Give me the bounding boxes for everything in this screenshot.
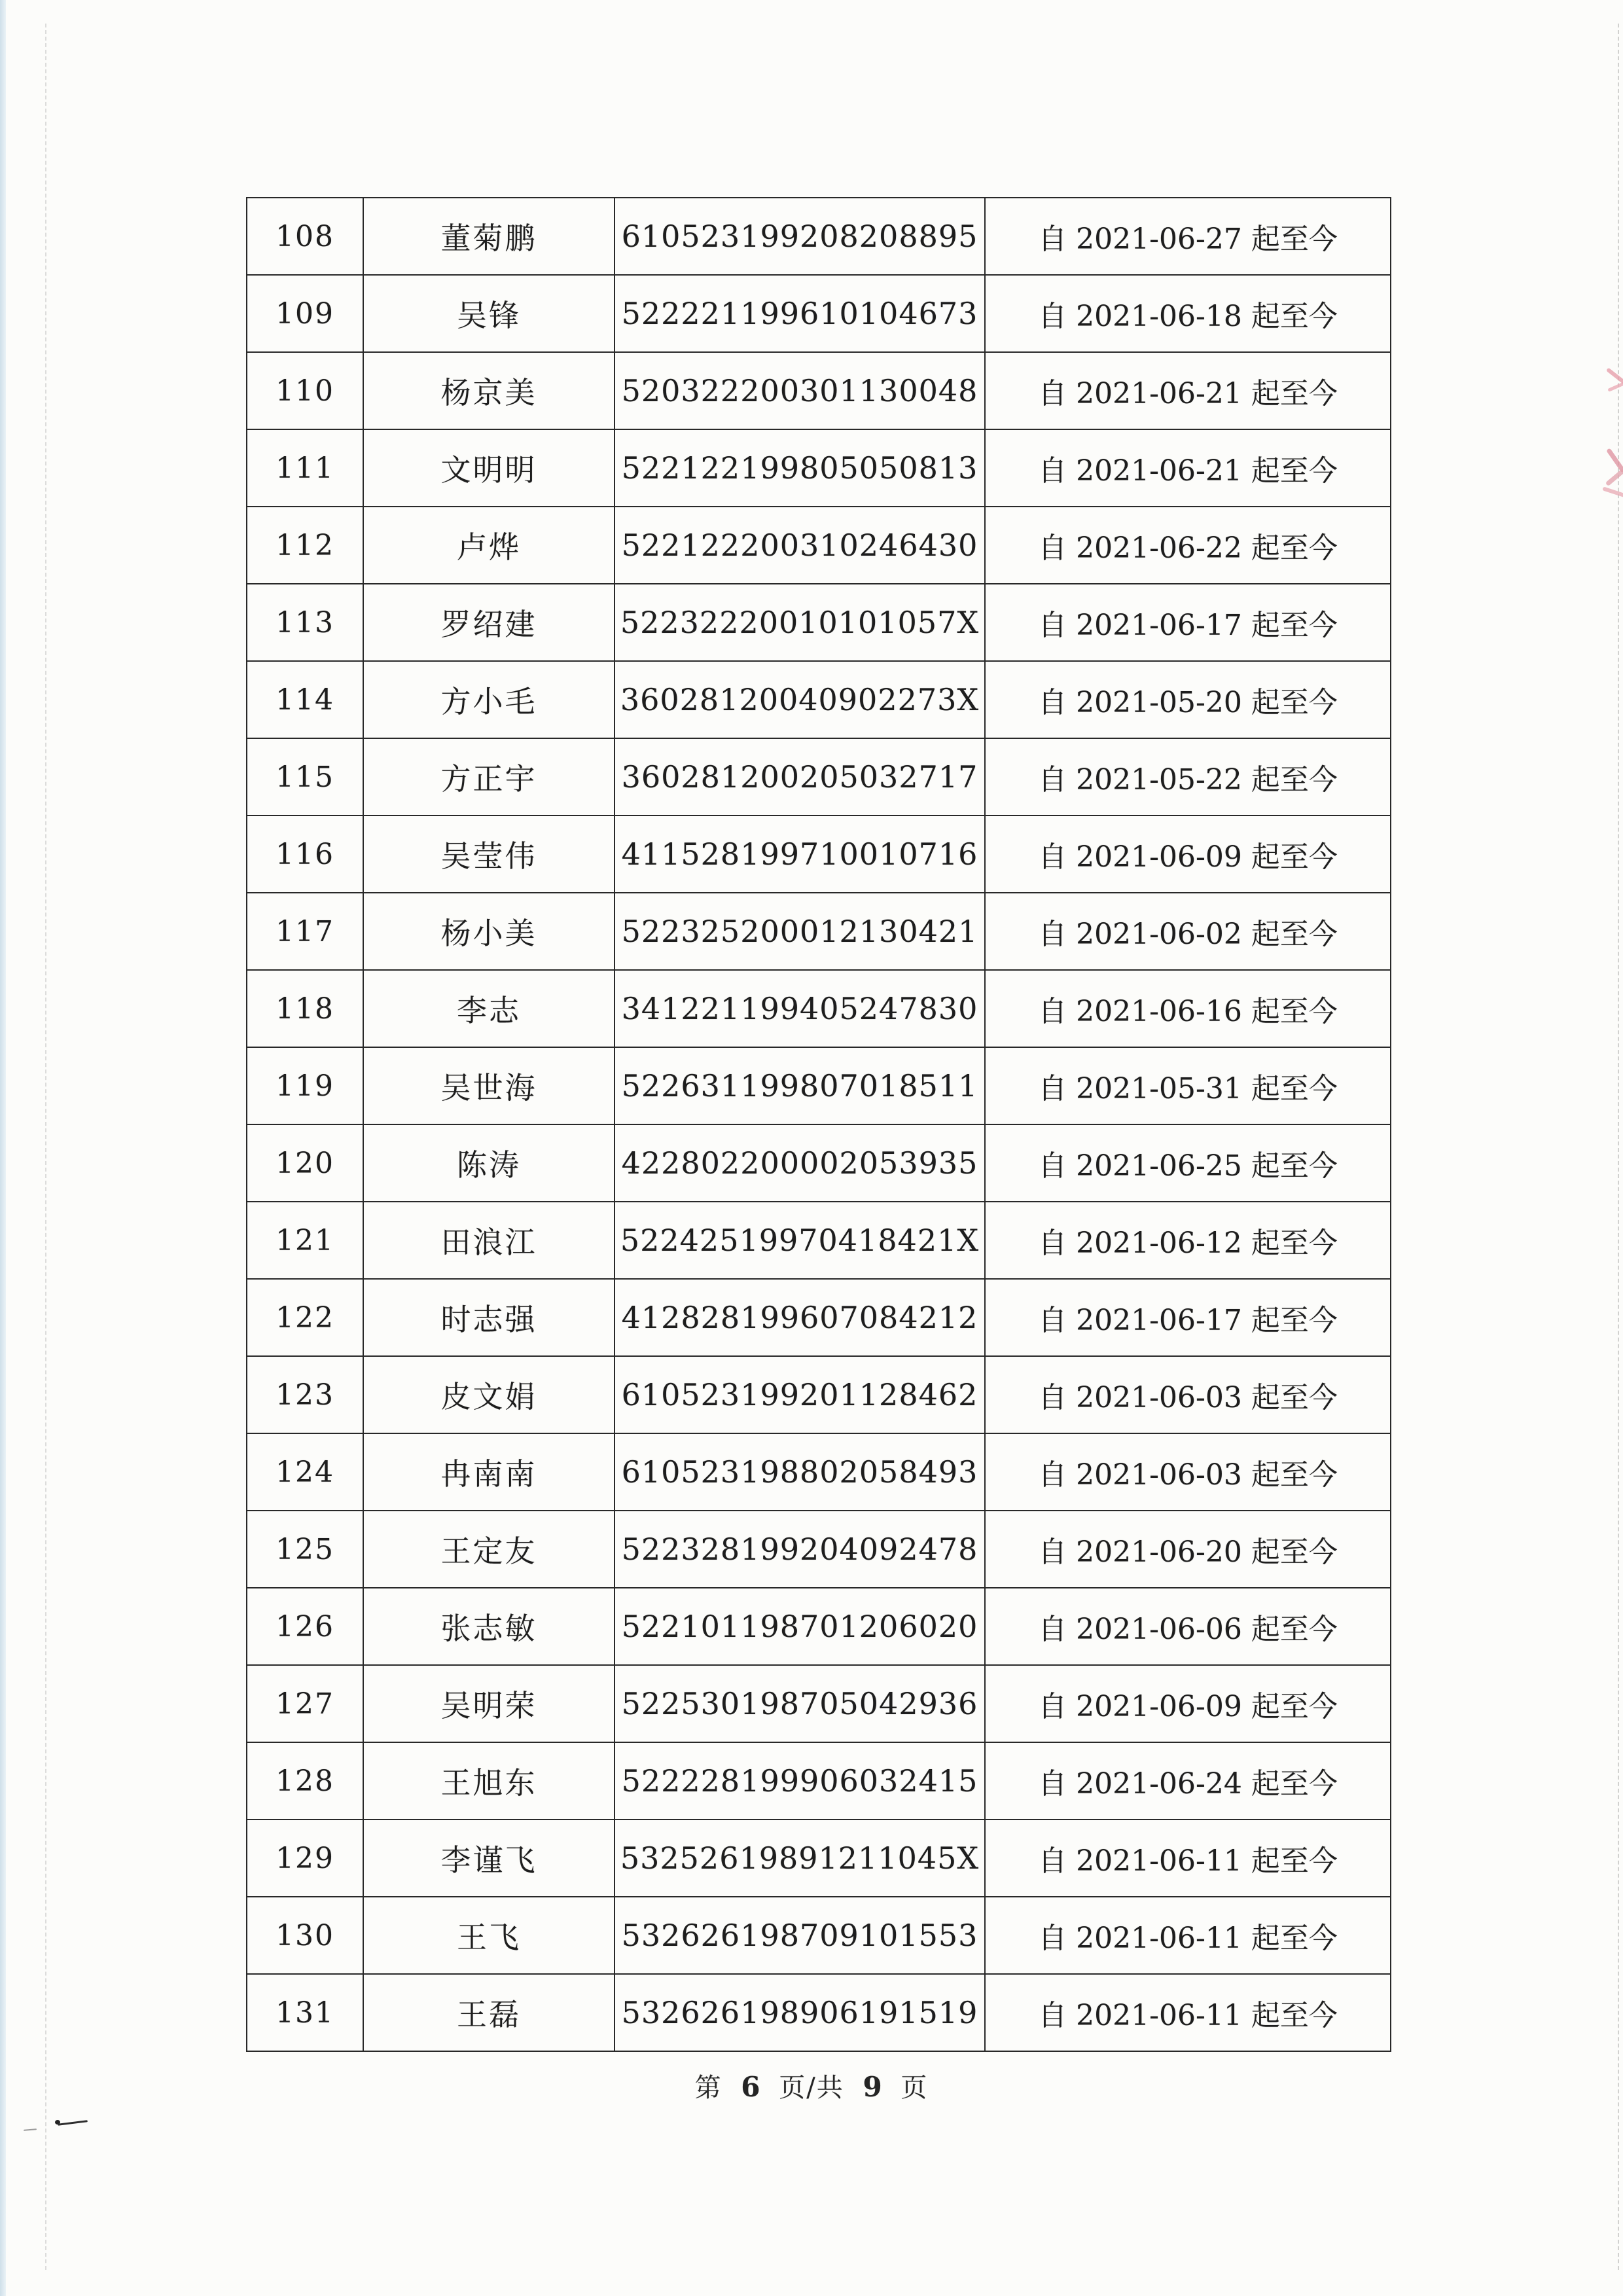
name-cell: 李志 [363,970,615,1047]
id-number-cell: 520322200301130048 [615,352,985,429]
id-number-cell: 610523199201128462 [615,1356,985,1433]
table-row [247,198,1391,275]
row-index-cell: 125 [247,1511,363,1588]
row-index-cell: 121 [247,1202,363,1279]
table-row [247,1588,1391,1665]
period-cell: 自 2021-05-31 起至今 [985,1047,1391,1124]
pen-scribble [58,2120,88,2126]
period-cell: 自 2021-06-18 起至今 [985,275,1391,352]
id-number-cell: 522221199610104673 [615,275,985,352]
name-cell: 王定友 [363,1511,615,1588]
period-cell: 自 2021-06-21 起至今 [985,429,1391,507]
period-cell: 自 2021-06-09 起至今 [985,1665,1391,1742]
scan-edge-strip [0,0,6,2296]
period-cell: 自 2021-06-06 起至今 [985,1588,1391,1665]
id-number-cell: 422802200002053935 [615,1124,985,1202]
period-cell: 自 2021-06-02 起至今 [985,893,1391,970]
footer-total-pages: 9 [863,2071,882,2103]
name-cell: 杨京美 [363,352,615,429]
name-cell: 方小毛 [363,661,615,738]
id-number-cell: 360281200205032717 [615,738,985,816]
name-cell: 吴世海 [363,1047,615,1124]
row-index-cell: 128 [247,1742,363,1820]
id-number-cell: 522101198701206020 [615,1588,985,1665]
stamp-fragment-bottom [1605,469,1623,486]
table-row [247,584,1391,661]
id-number-cell: 522631199807018511 [615,1047,985,1124]
name-cell: 王磊 [363,1974,615,2051]
period-cell: 自 2021-05-20 起至今 [985,661,1391,738]
period-cell: 自 2021-06-03 起至今 [985,1356,1391,1433]
row-index-cell: 109 [247,275,363,352]
stamp-fragment-top [1607,381,1623,392]
row-index-cell: 129 [247,1820,363,1897]
row-index-cell: 123 [247,1356,363,1433]
table-row [247,738,1391,816]
table-row [247,1047,1391,1124]
id-number-cell: 610523199208208895 [615,198,985,275]
table-row [247,1820,1391,1897]
row-index-cell: 119 [247,1047,363,1124]
period-cell: 自 2021-06-20 起至今 [985,1511,1391,1588]
table-row [247,893,1391,970]
name-cell: 李谨飞 [363,1820,615,1897]
name-cell: 吴明荣 [363,1665,615,1742]
table-row [247,1279,1391,1356]
period-cell: 自 2021-05-22 起至今 [985,738,1391,816]
name-cell: 陈涛 [363,1124,615,1202]
footer-suffix-label: 页 [901,2073,929,2103]
table-row [247,275,1391,352]
period-cell: 自 2021-06-25 起至今 [985,1124,1391,1202]
id-number-cell: 522228199906032415 [615,1742,985,1820]
id-number-cell: 522325200012130421 [615,893,985,970]
pen-scribble [24,2128,37,2131]
fold-line-left [45,24,46,2270]
id-number-cell: 522122200310246430 [615,507,985,584]
footer-separator-label: 页/共 [779,2073,844,2103]
row-index-cell: 108 [247,198,363,275]
stamp-fragment-bottom [1602,486,1623,499]
name-cell: 吴莹伟 [363,816,615,893]
period-cell: 自 2021-06-24 起至今 [985,1742,1391,1820]
table-row [247,1974,1391,2051]
table-row [247,1665,1391,1742]
table-row [247,352,1391,429]
row-index-cell: 131 [247,1974,363,2051]
table-row [247,970,1391,1047]
row-index-cell: 122 [247,1279,363,1356]
table-row [247,1356,1391,1433]
row-index-cell: 111 [247,429,363,507]
id-number-cell: 532626198709101553 [615,1897,985,1974]
id-number-cell: 53252619891211045X [615,1820,985,1897]
table-row [247,1897,1391,1974]
row-index-cell: 117 [247,893,363,970]
id-number-cell: 411528199710010716 [615,816,985,893]
row-index-cell: 130 [247,1897,363,1974]
footer-page-number: 6 [741,2071,760,2103]
name-cell: 冉南南 [363,1433,615,1511]
table-row [247,1433,1391,1511]
id-number-cell: 36028120040902273X [615,661,985,738]
id-number-cell: 522530198705042936 [615,1665,985,1742]
name-cell: 田浪江 [363,1202,615,1279]
id-number-cell: 52232220010101057X [615,584,985,661]
period-cell: 自 2021-06-16 起至今 [985,970,1391,1047]
row-index-cell: 110 [247,352,363,429]
records-table-body [247,198,1391,2051]
table-row [247,507,1391,584]
fold-line-right [1618,24,1619,2270]
id-number-cell: 341221199405247830 [615,970,985,1047]
period-cell: 自 2021-06-27 起至今 [985,198,1391,275]
table-row [247,1124,1391,1202]
name-cell: 吴锋 [363,275,615,352]
records-table [246,197,1391,2052]
table-row [247,661,1391,738]
table-row [247,429,1391,507]
period-cell: 自 2021-06-12 起至今 [985,1202,1391,1279]
period-cell: 自 2021-06-21 起至今 [985,352,1391,429]
page-footer [0,2067,1623,2104]
period-cell: 自 2021-06-11 起至今 [985,1820,1391,1897]
row-index-cell: 116 [247,816,363,893]
period-cell: 自 2021-06-17 起至今 [985,1279,1391,1356]
period-cell: 自 2021-06-11 起至今 [985,1897,1391,1974]
name-cell: 张志敏 [363,1588,615,1665]
id-number-cell: 412828199607084212 [615,1279,985,1356]
name-cell: 文明明 [363,429,615,507]
row-index-cell: 126 [247,1588,363,1665]
id-number-cell: 532626198906191519 [615,1974,985,2051]
row-index-cell: 120 [247,1124,363,1202]
id-number-cell: 522122199805050813 [615,429,985,507]
name-cell: 方正宇 [363,738,615,816]
period-cell: 自 2021-06-22 起至今 [985,507,1391,584]
id-number-cell: 52242519970418421X [615,1202,985,1279]
id-number-cell: 610523198802058493 [615,1433,985,1511]
period-cell: 自 2021-06-09 起至今 [985,816,1391,893]
table-row [247,816,1391,893]
name-cell: 王飞 [363,1897,615,1974]
id-number-cell: 522328199204092478 [615,1511,985,1588]
period-cell: 自 2021-06-03 起至今 [985,1433,1391,1511]
row-index-cell: 114 [247,661,363,738]
name-cell: 时志强 [363,1279,615,1356]
name-cell: 罗绍建 [363,584,615,661]
name-cell: 卢烨 [363,507,615,584]
name-cell: 王旭东 [363,1742,615,1820]
name-cell: 皮文娟 [363,1356,615,1433]
name-cell: 董菊鹏 [363,198,615,275]
row-index-cell: 124 [247,1433,363,1511]
row-index-cell: 115 [247,738,363,816]
footer-prefix-label: 第 [694,2073,722,2103]
period-cell: 自 2021-06-11 起至今 [985,1974,1391,2051]
name-cell: 杨小美 [363,893,615,970]
table-row [247,1742,1391,1820]
row-index-cell: 127 [247,1665,363,1742]
period-cell: 自 2021-06-17 起至今 [985,584,1391,661]
row-index-cell: 118 [247,970,363,1047]
row-index-cell: 112 [247,507,363,584]
table-row [247,1202,1391,1279]
row-index-cell: 113 [247,584,363,661]
table-row [247,1511,1391,1588]
